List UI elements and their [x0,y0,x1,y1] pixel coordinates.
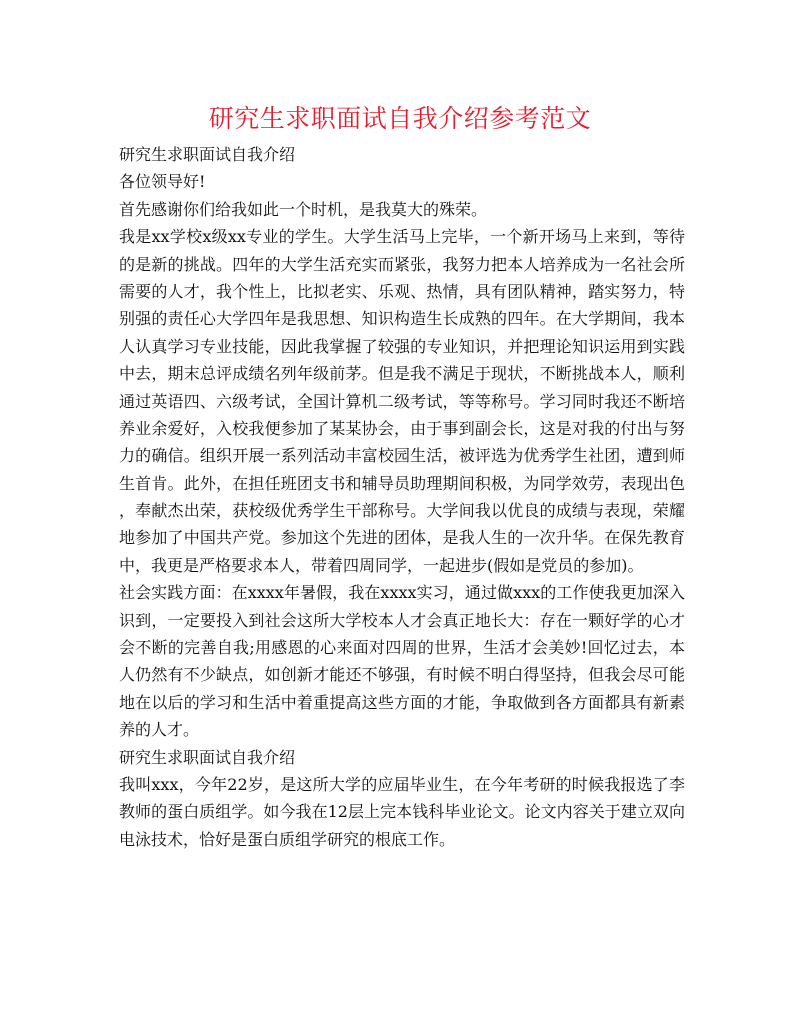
text-line: 人认真学习专业技能，因此我掌握了较强的专业知识，并把理论知识运用到实践 [119,336,685,356]
text-line: 首先感谢你们给我如此一个时机，是我莫大的殊荣。 [119,199,488,219]
text-line: 社会实践方面：在xxxx年暑假，我在xxxx实习，通过做xxx的工作使我更加深入 [119,583,685,603]
text-line: 会不断的完善自我;用感恩的心来面对四周的世界，生活才会美妙!回忆过去，本 [119,638,685,658]
text-line: 养业余爱好，入校我便参加了某某协会，由于事到副会长，这是对我的付出与努 [119,418,685,438]
text-line: 中去，期末总评成绩名列年级前茅。但是我不满足于现状，不断挑战本人，顺利 [119,364,685,384]
text-line: 通过英语四、六级考试，全国计算机二级考试，等等称号。学习同时我还不断培 [119,391,685,411]
text-line: 研究生求职面试自我介绍 [119,747,296,767]
text-line: 教师的蛋白质组学。如今我在12层上完本钱科毕业论文。论文内容关于建立双向 [119,802,685,822]
text-line: 地参加了中国共产党。参加这个先进的团体，是我人生的一次升华。在保先教育 [119,528,685,548]
text-line: 识到，一定要投入到社会这所大学校本人才会真正地长大：存在一颗好学的心才 [119,610,685,630]
text-line: ，奉献杰出荣，获校级优秀学生干部称号。大学间我以优良的成绩与表现，荣耀 [119,501,685,521]
text-line: 电泳技术，恰好是蛋白质组学研究的根底工作。 [119,829,456,849]
text-line: 研究生求职面试自我介绍 [119,145,296,164]
text-line: 各位领导好! [119,172,206,192]
text-line: 我是xx学校x级xx专业的学生。大学生活马上完毕，一个新开场马上来到，等待 [119,227,685,247]
text-line: 的是新的挑战。四年的大学生活充实而紧张，我努力把本人培养成为一名社会所 [119,254,685,274]
text-line: 力的确信。组织开展一系列活动丰富校园生活，被评选为优秀学生社团，遭到师 [119,446,685,466]
document-body [119,141,685,853]
text-line: 我叫xxx，今年22岁，是这所大学的应届毕业生，在今年考研的时候我报选了李 [119,774,685,794]
document-title: 研究生求职面试自我介绍参考范文 [208,104,592,133]
text-line: 中，我更是严格要求本人，带着四周同学，一起进步(假如是党员的参加)。 [119,555,644,575]
text-line: 人仍然有不少缺点，如创新才能还不够强，有时候不明白得坚持，但我会尽可能 [119,665,685,685]
text-line: 生首肯。此外，在担任班团支书和辅导员助理期间积极，为同学效劳，表现出色 [119,473,685,493]
text-line: 别强的责任心大学四年是我思想、知识构造生长成熟的四年。在大学期间，我本 [119,309,685,329]
text-line: 需要的人才，我个性上，比拟老实、乐观、热情，具有团队精神，踏实努力，特 [119,281,685,301]
text-line: 养的人才。 [119,720,200,740]
text-line: 地在以后的学习和生活中着重提高这些方面的才能，争取做到各方面都具有新素 [119,692,685,712]
